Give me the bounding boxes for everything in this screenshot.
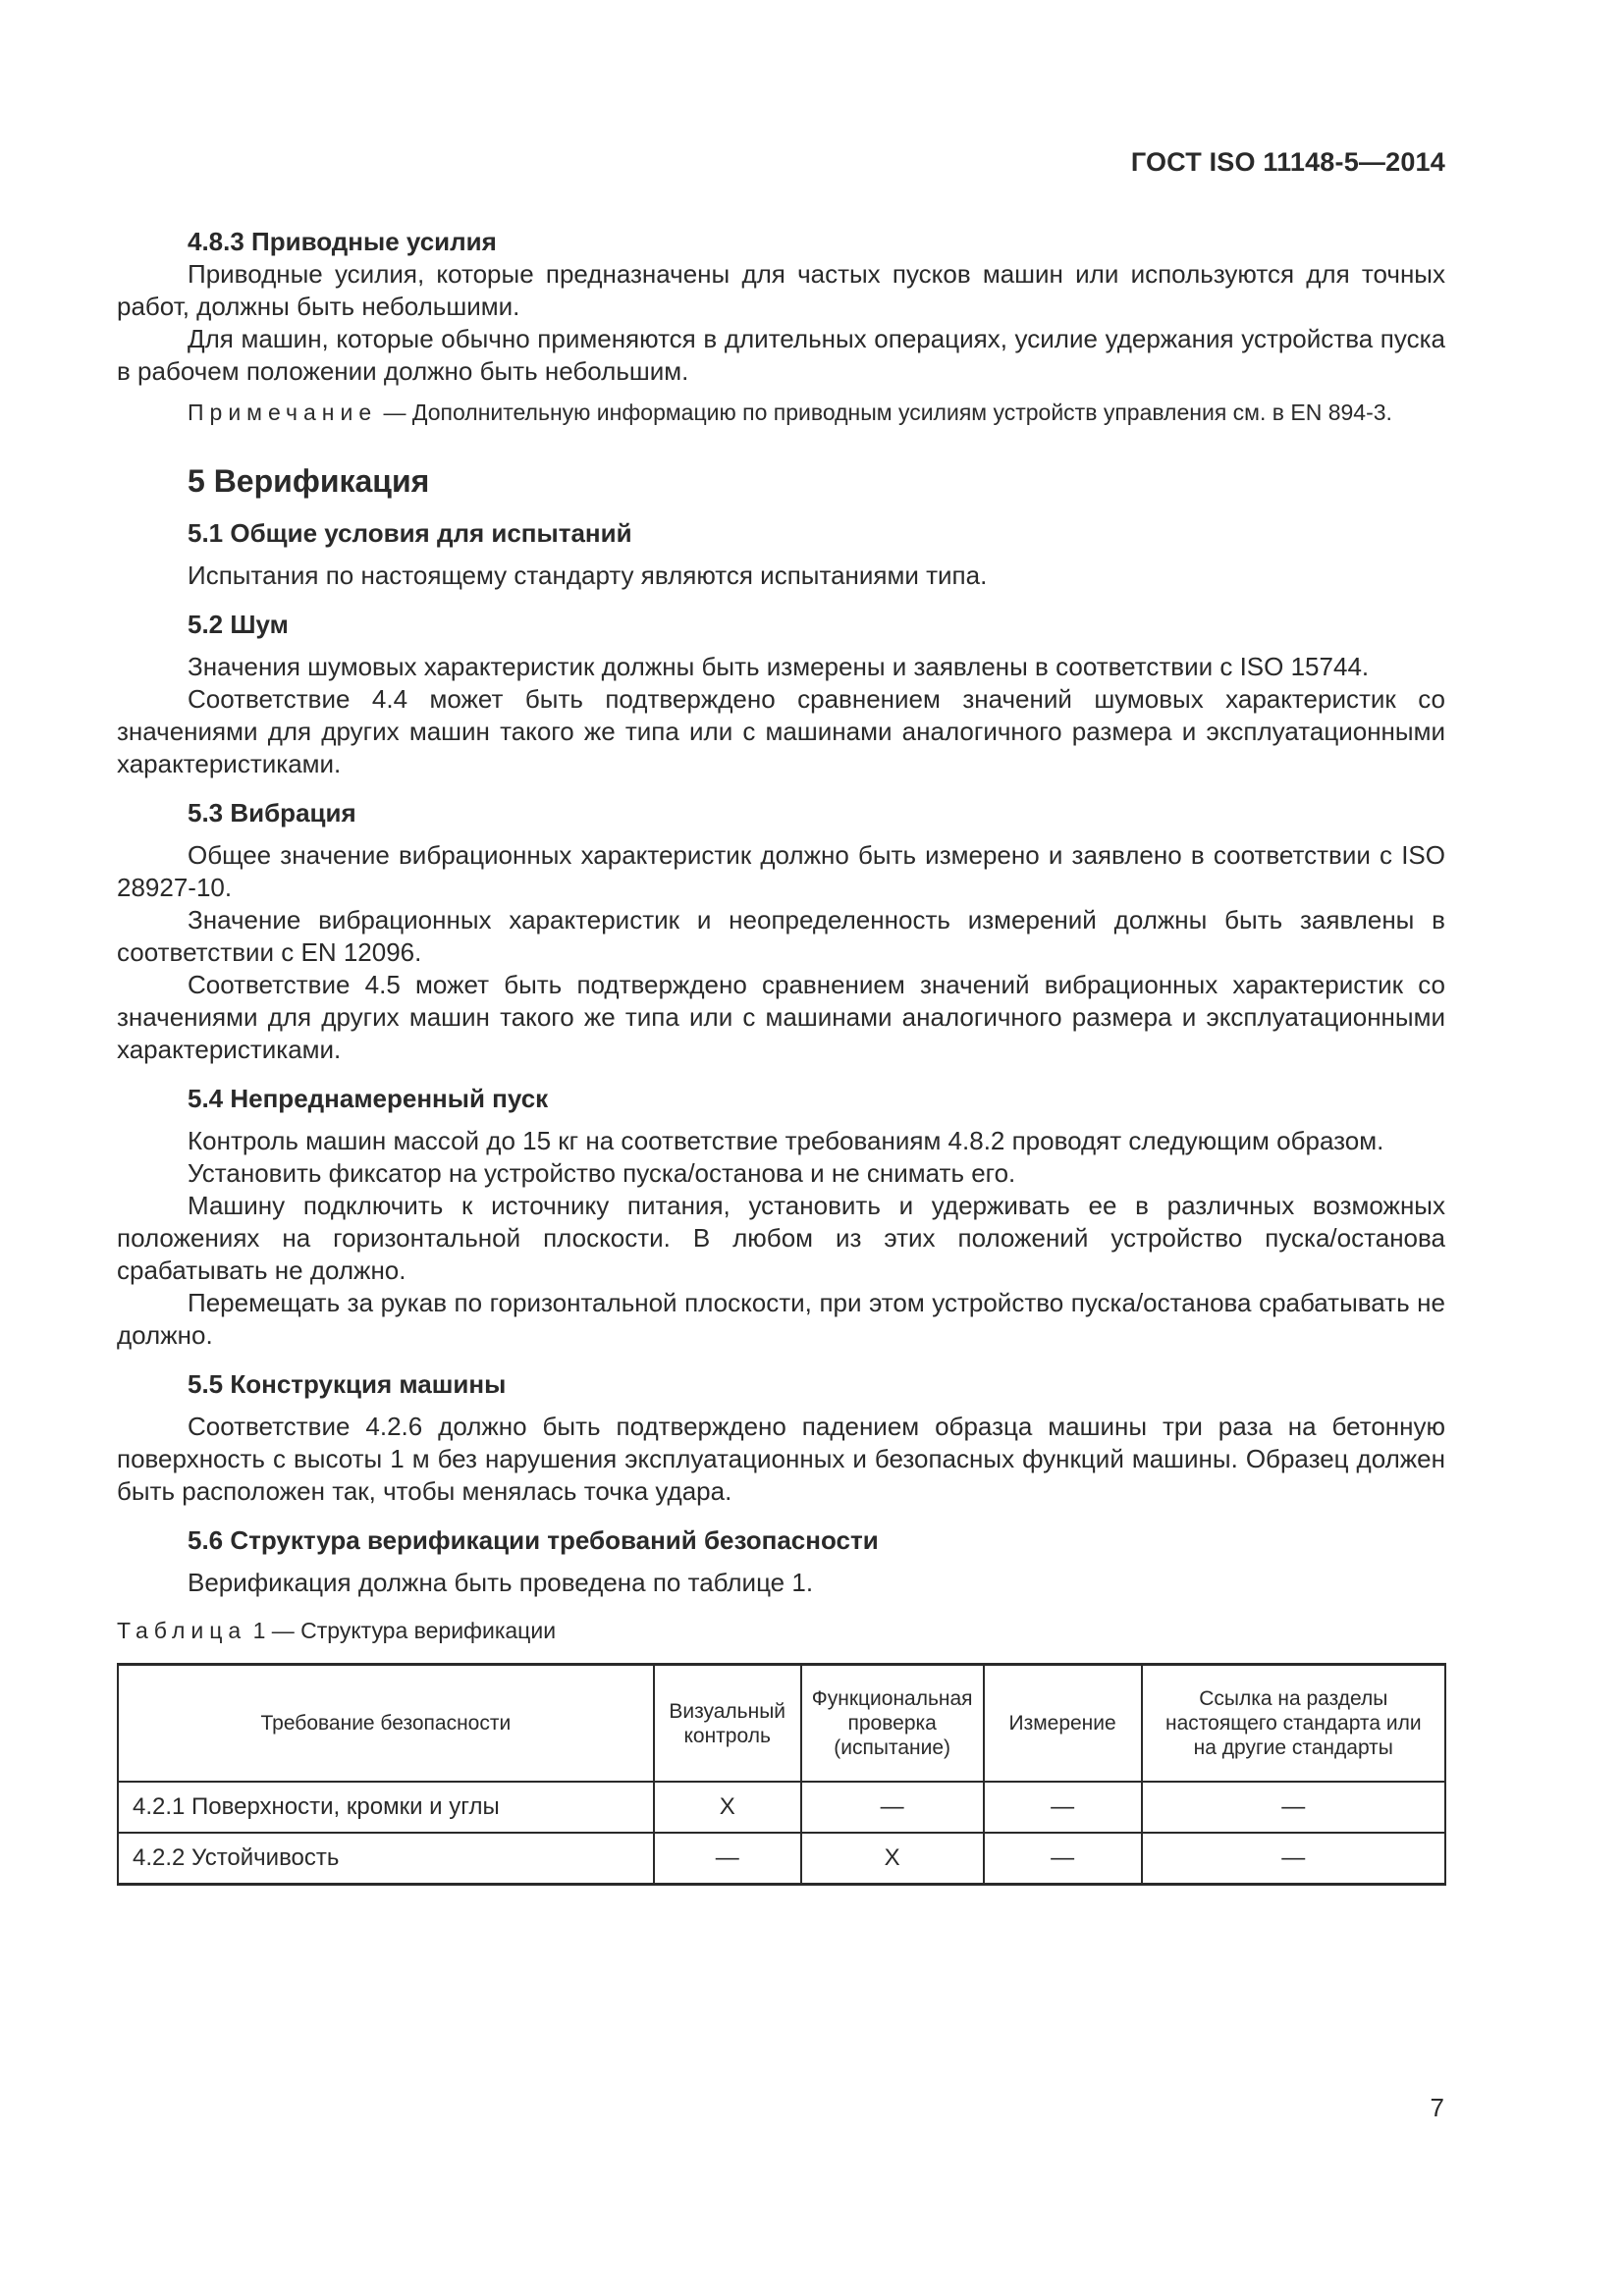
section-5-4-paragraph-3: Машину подключить к источнику питания, установить и удерживать ее в различных возможных положениях на горизонтальной плоскости. В любом из этих положений устройство пуска/останова срабатывать не должно. — [117, 1191, 1445, 1285]
table-header-row — [118, 1665, 1445, 1783]
table-cell: X — [654, 1782, 801, 1833]
page-number: 7 — [1430, 2093, 1444, 2122]
section-5-4-heading: 5.4 Непреднамеренный пуск — [188, 1084, 549, 1113]
section-5-6-heading: 5.6 Структура верификации требований безопасности — [188, 1525, 879, 1555]
table-row — [118, 1833, 1445, 1885]
table-row — [118, 1782, 1445, 1833]
section-5-4-paragraph-4: Перемещать за рукав по горизонтальной плоскости, при этом устройство пуска/останова срабатывать не должно. — [117, 1288, 1445, 1350]
table-cell: — — [1142, 1782, 1445, 1833]
section-5-2-heading: 5.2 Шум — [188, 610, 289, 639]
section-5-3-paragraph-3: Соответствие 4.5 может быть подтверждено сравнением значений вибрационных характеристик со значениями для других машин такого же типа или с машинами аналогичного размера и эксплуатационными характеристиками. — [117, 970, 1445, 1064]
section-4-8-3-paragraph-1: Приводные усилия, которые предназначены для частых пусков машин или используются для точных работ, должны быть небольшими. — [117, 259, 1445, 321]
section-5-5-paragraph-1: Соответствие 4.2.6 должно быть подтверждено падением образца машины три раза на бетонную поверхность с высоты 1 м без нарушения эксплуатационных и безопасных функций машины. Образец должен быть расположен так, чтобы менялась точка удара. — [117, 1412, 1445, 1506]
column-header-measurement: Измерение — [984, 1665, 1142, 1783]
section-5-1-heading: 5.1 Общие условия для испытаний — [188, 518, 632, 548]
table-cell: — — [654, 1833, 801, 1885]
section-5-3-paragraph-2: Значение вибрационных характеристик и неопределенность измерений должны быть заявлены в соответствии с EN 12096. — [117, 905, 1445, 967]
table-caption-label: Таблица — [117, 1618, 247, 1643]
column-header-reference: Ссылка на разделы настоящего стандарта или на другие стандарты — [1142, 1665, 1445, 1783]
note-text: — Дополнительную информацию по приводным усилиям устройств управления см. в EN 894-3. — [377, 400, 1392, 425]
column-header-requirement: Требование безопасности — [118, 1665, 654, 1783]
section-5-4-paragraph-2: Установить фиксатор на устройство пуска/останова и не снимать его. — [188, 1158, 1016, 1188]
column-header-visual-check: Визуальный контроль — [654, 1665, 801, 1783]
section-4-8-3-paragraph-2: Для машин, которые обычно применяются в длительных операциях, усилие удержания устройства пуска в рабочем положении должно быть небольшим. — [117, 324, 1445, 386]
table-cell: — — [984, 1833, 1142, 1885]
section-4-8-3-heading: 4.8.3 Приводные усилия — [188, 227, 497, 256]
section-5-6-paragraph-1: Верификация должна быть проведена по таблице 1. — [188, 1568, 814, 1597]
section-5-4-paragraph-1: Контроль машин массой до 15 кг на соответствие требованиям 4.8.2 проводят следующим образом. — [188, 1126, 1384, 1155]
table-cell: — — [984, 1782, 1142, 1833]
section-5-3-heading: 5.3 Вибрация — [188, 798, 356, 828]
section-5-heading: 5 Верификация — [188, 463, 430, 499]
section-5-2-paragraph-1: Значения шумовых характеристик должны быть измерены и заявлены в соответствии с ISO 15744. — [188, 652, 1370, 681]
section-5-5-heading: 5.5 Конструкция машины — [188, 1369, 507, 1399]
section-5-2-paragraph-2: Соответствие 4.4 может быть подтверждено сравнением значений шумовых характеристик со значениями для других машин такого же типа или с машинами аналогичного размера и эксплуатационными характеристиками. — [117, 684, 1445, 778]
table-cell: — — [1142, 1833, 1445, 1885]
verification-structure-table — [117, 1663, 1446, 1886]
note-label: Примечание — [188, 400, 378, 425]
section-4-8-3-note — [117, 398, 1445, 428]
table-cell: X — [801, 1833, 984, 1885]
table-caption-text: 1 — Структура верификации — [246, 1618, 557, 1643]
page-content — [117, 226, 1445, 1886]
column-header-functional-check: Функциональная проверка (испытание) — [801, 1665, 984, 1783]
table-cell: — — [801, 1782, 984, 1833]
table-caption — [117, 1616, 1445, 1645]
section-5-1-paragraph-1: Испытания по настоящему стандарту являются испытаниями типа. — [188, 561, 988, 590]
table-cell: 4.2.2 Устойчивость — [118, 1833, 654, 1885]
document-code-header: ГОСТ ISO 11148-5—2014 — [1130, 147, 1445, 177]
table-cell: 4.2.1 Поверхности, кромки и углы — [118, 1782, 654, 1833]
section-5-3-paragraph-1: Общее значение вибрационных характеристик должно быть измерено и заявлено в соответствии с ISO 28927-10. — [117, 840, 1445, 902]
